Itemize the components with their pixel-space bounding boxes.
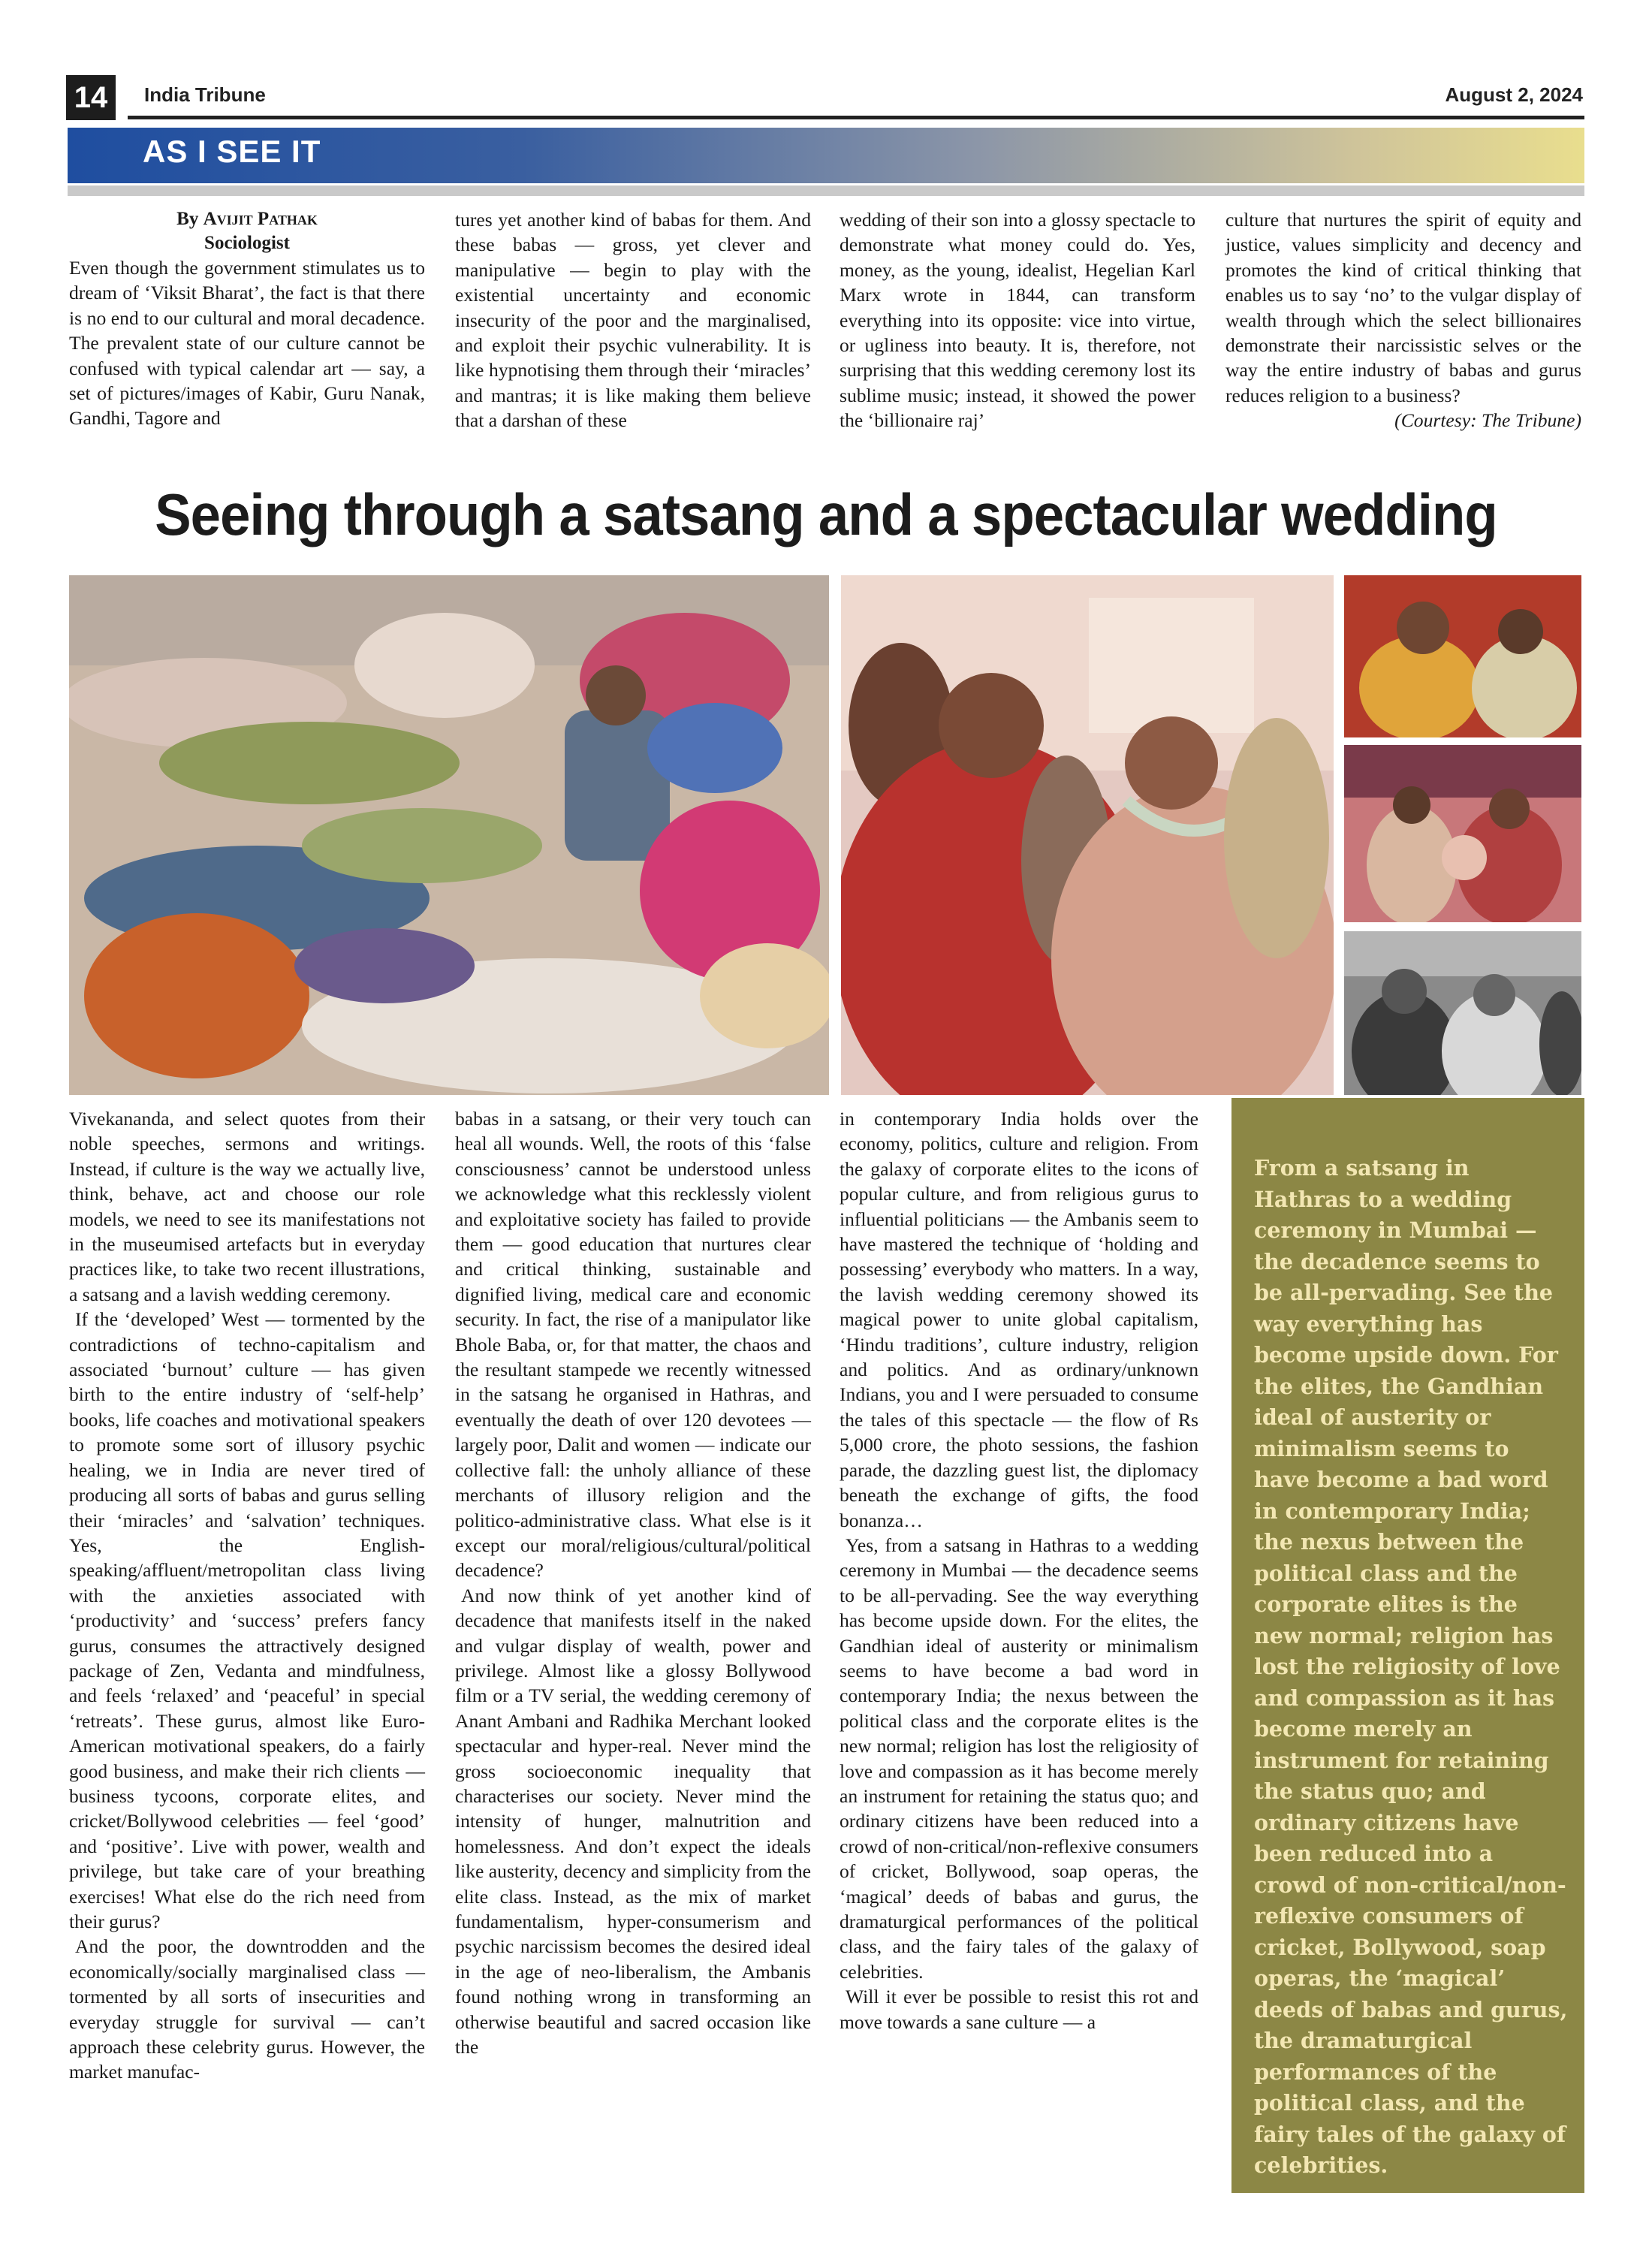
top-column-4 — [1225, 207, 1581, 433]
headline: Seeing through a satsang and a spectacular wedding — [155, 481, 1497, 547]
top-column-3 — [840, 207, 1195, 433]
article-paragraph: babas in a satsang, or their very touch can heal all wounds. Well, the roots of this ‘false consciousness’ cannot be understood unless we acknowledge what this recklessly violent and exploitative society has failed to provide them — good education that nurtures clear and critical thinking, sustainable and dignified living, medical care and economic security. In fact, the rise of a manipulator like Bhole Baba, or, for that matter, the chaos and the resultant stampede we recently witnessed in the satsang he organised in Hathras, and eventually the death of over 120 devotees — largely poor, Dalit and women — indicate our collective fall: the unholy alliance of these merchants of illusory religion and the politico-administrative class. What else is it except our moral/religious/cultural/political decadence? — [455, 1108, 811, 1582]
article-paragraph: And the poor, the downtrodden and the economically/socially marginalised class — tormented by all sorts of insecurities and everyday struggle for survival — can’t approach these celebrity gurus. However, the market manufac- — [69, 1935, 425, 2083]
wedding-small-3-illustration — [1344, 931, 1581, 1095]
article-paragraph: Yes, from a satsang in Hathras to a wedding ceremony in Mumbai — the decadence seems to be all-pervading. See the way everything has become upside down. For the elites, the Gandhian ideal of austerity or minimalism seems to have become a bad word in contemporary India; the nexus between the political class and the corporate elites is the new normal; religion has lost the religiosity of love and compassion as it has become merely an instrument for retaining the status quo; and ordinary citizens have been reduced into a crowd of non-critical/non-reflexive consumers of cricket, Bollywood, soap operas, the ‘magical’ deeds of babas and gurus, the dramaturgical performances of the political class, and the fairy tales of the galaxy of celebrities. — [840, 1534, 1198, 1983]
article-paragraph: Even though the government stimulates us to dream of ‘Viksit Bharat’, the fact is that there is no end to our cultural and moral decadence. The prevalent state of our culture cannot be confused with typical calendar art — say, a set of pictures/images of Kabir, Guru Nanak, Gandhi, Tagore and — [69, 257, 425, 430]
courtesy-credit: (Courtesy: The Tribune) — [1394, 409, 1581, 432]
top-column-1 — [69, 207, 425, 431]
satsang-stampede-photo — [69, 575, 829, 1095]
wedding-couple-photo — [841, 575, 1334, 1095]
wedding-photo-small-3 — [1344, 931, 1581, 1095]
page-number: 14 — [66, 75, 116, 120]
wedding-photo-small-1 — [1344, 575, 1581, 737]
section-band-underline — [68, 185, 1584, 196]
wedding-photo-illustration — [841, 575, 1334, 1095]
article-paragraph: culture that nurtures the spirit of equity and justice, values simplicity and decency and promotes the kind of critical thinking that enables us to say ‘no’ to the vulgar display of wealth through which the select billionaires demonstrate their narcissistic selves or the way the entire industry of babas and gurus reduces religion to a business? — [1225, 209, 1581, 406]
byline-by: By — [176, 209, 199, 229]
header-rule — [128, 116, 1584, 119]
top-column-2 — [455, 207, 811, 433]
bottom-column-1 — [69, 1106, 425, 2085]
article-paragraph: And now think of yet another kind of decadence that manifests itself in the naked and vulgar display of wealth, power and privilege. Almost like a glossy Bollywood film or a TV serial, the wedding ceremony of Anant Ambani and Radhika Merchant looked spectacular and hyper-real. Never mind the gross socioeconomic inequality that characterises our society. Never mind the intensity of hunger, malnutrition and homelessness. And don’t expect the ideals like austerity, decency and simplicity from the elite class. Instead, as the mix of market fundamentalism, hyper-consumerism and psychic narcissism becomes the desired ideal in the age of neo-liberalism, the Ambanis found nothing wrong in transforming an otherwise beautiful and sacred occasion like the — [455, 1584, 811, 2058]
bottom-column-3 — [840, 1106, 1198, 2034]
wedding-small-1-illustration — [1344, 575, 1581, 737]
byline-author: Avijit Pathak — [203, 209, 318, 229]
byline-role: Sociologist — [204, 233, 290, 253]
publication-name: India Tribune — [144, 83, 266, 106]
article-paragraph: tures yet another kind of babas for them. And these babas — gross, yet clever and manipulative — begin to play with the existential uncertainty and economic insecurity of the poor and the marginalised, and exploit their psychic vulnerability. It is like hypnotising them through their ‘miracles’ and mantras; it is like making them believe that a darshan of these — [455, 209, 811, 432]
wedding-small-2-illustration — [1344, 745, 1581, 922]
article-paragraph: Will it ever be possible to resist this rot and move towards a sane culture — a — [840, 1986, 1198, 2033]
article-paragraph: wedding of their son into a glossy spectacle to demonstrate what money could do. Yes, money, as the young, idealist, Hegelian Karl Marx wrote in 1844, can transform everything into its opposite: vice into virtue, or ugliness into beauty. It is, therefore, not surprising that this wedding ceremony lost its sublime music; instead, it showed the power the ‘billionaire raj’ — [840, 209, 1195, 432]
pull-quote-text: From a satsang in Hathras to a wedding ceremony in Mumbai — the decadence seems to be all-pervading. See the way everything has become upside down. For the elites, the Gandhian ideal of austerity or minimalism seems to have become a bad word in contemporary India; the nexus between the political class and the corporate elites is the new normal; religion has lost the religiosity of love and compassion as it has become merely an instrument for retaining the status quo; and ordinary citizens have been reduced into a crowd of non-critical/non-reflexive consumers of cricket, Bollywood, soap operas, the ‘magical’ deeds of babas and gurus, the dramaturgical performances of the political class, and the fairy tales of the galaxy of celebrities. — [1254, 1155, 1568, 2178]
wedding-photo-small-2 — [1344, 745, 1581, 922]
satsang-photo-illustration — [69, 575, 829, 1095]
byline — [69, 207, 425, 231]
bottom-column-2 — [455, 1106, 811, 2059]
article-paragraph: Vivekananda, and select quotes from their noble speeches, sermons and writings. Instead, if culture is the way we actually live, think, behave, act and choose our role models, we need to see its manifestations not in the museumised artefacts but in everyday practices like, to take two recent illustrations, a satsang and a lavish wedding ceremony. — [69, 1108, 425, 1305]
article-paragraph: If the ‘developed’ West — tormented by the contradictions of techno-capitalism and associated ‘burnout’ culture — has given birth to the entire industry of ‘self-help’ books, life coaches and motivational speakers to promote some sort of illusory psychic healing, we in India are never tired of producing all sorts of babas and gurus selling their ‘miracles’ and ‘salvation’ techniques. Yes, the English-speaking/affluent/metropolitan class living with the anxieties associated with ‘productivity’ and ‘success’ prefers fancy gurus, consumes the attractively designed package of Zen, Vedanta and mindfulness, and feels ‘relaxed’ and ‘peaceful’ in special ‘retreats’. These gurus, almost like Euro-American motivational speakers, do a fairly good business, and make their rich clients — business tycoons, corporate elites, and cricket/Bollywood celebrities — feel ‘good’ and ‘positive’. Live with power, wealth and privilege, but take care of your breathing exercises! What else do the rich need from their gurus? — [69, 1308, 425, 1932]
issue-date: August 2, 2024 — [1445, 83, 1583, 106]
section-title: AS I SEE IT — [143, 134, 321, 169]
article-paragraph: in contemporary India holds over the economy, politics, culture and religion. From the galaxy of corporate elites to the icons of popular culture, and from religious gurus to influential politicians — the Ambanis seem to have mastered the technique of ‘holding and possessing’ everybody who matters. In a way, the lavish wedding ceremony showed its magical power to unite global capitalism, ‘Hindu traditions’, culture industry, religion and politics. And as ordinary/unknown Indians, you and I were persuaded to consume the tales of this spectacle — the flow of Rs 5,000 crore, the photo sessions, the fashion parade, the dazzling guest list, the diplomacy beneath the exchange of gifts, the food bonanza… — [840, 1108, 1198, 1531]
